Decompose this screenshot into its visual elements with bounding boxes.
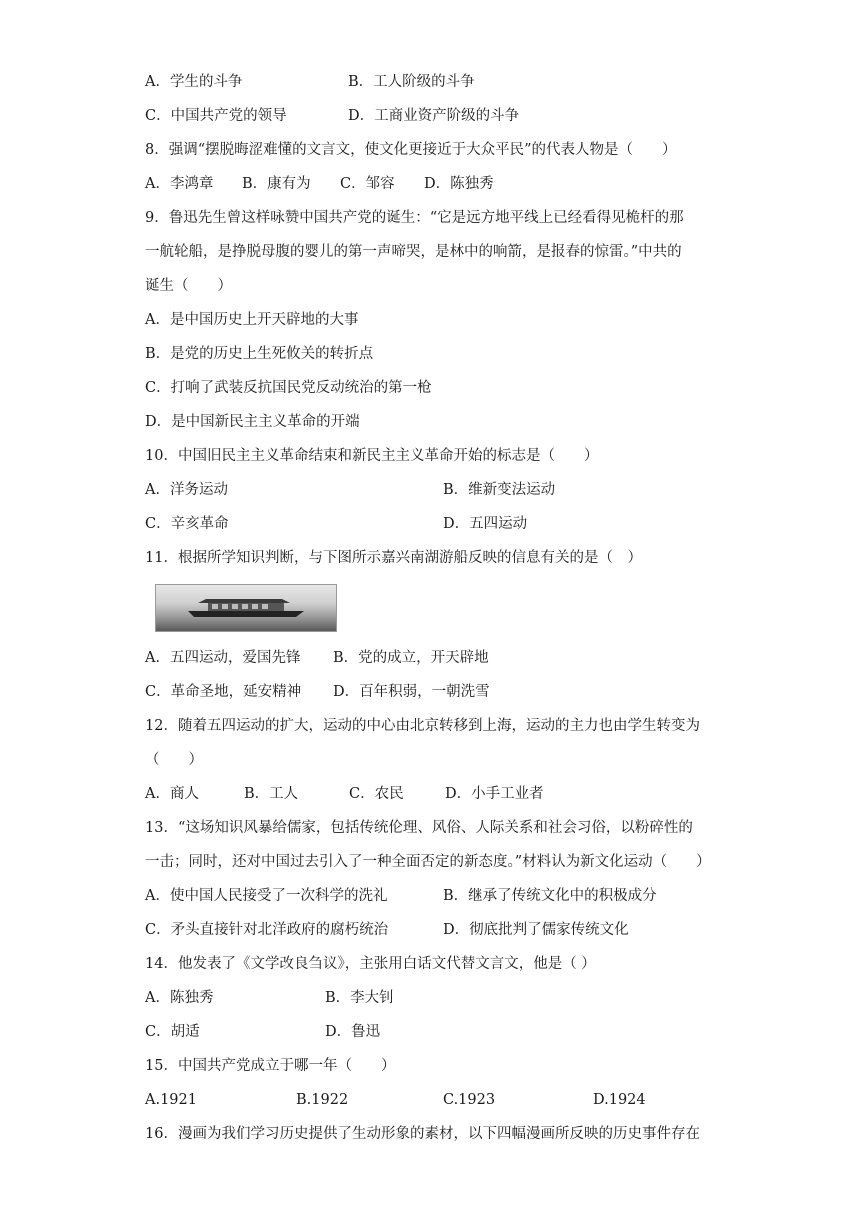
- q14-option-c: C．胡适: [145, 1024, 200, 1040]
- q14-option-a: A．陈独秀: [145, 990, 214, 1006]
- q13-option-d: D．彻底批判了儒家传统文化: [443, 922, 629, 938]
- q8-option-d: D．陈独秀: [424, 176, 494, 192]
- q10-option-d: D．五四运动: [443, 516, 528, 532]
- q11-option-c: C．革命圣地，延安精神: [145, 684, 302, 700]
- q10-option-b: B．维新变法运动: [443, 482, 556, 498]
- q11-option-d: D．百年积弱，一朝洗雪: [333, 684, 490, 700]
- q12-option-d: D．小手工业者: [445, 786, 544, 802]
- q15-option-d: D.1924: [593, 1092, 646, 1108]
- q9-option-b: B．是党的历史上生死攸关的转折点: [145, 346, 374, 362]
- q14-stem: 14．他发表了《文学改良刍议》，主张用白话文代替文言文，他是（ ）: [145, 956, 596, 972]
- q8-option-b: B．康有为: [242, 176, 311, 192]
- boat-photo: [155, 584, 337, 632]
- q10-option-c: C．辛亥革命: [145, 516, 229, 532]
- q11-option-a: A．五四运动，爱国先锋: [145, 650, 301, 666]
- q12-option-b: B．工人: [244, 786, 299, 802]
- q7-option-c: C．中国共产党的领导: [145, 108, 287, 124]
- q11-stem: 11．根据所学知识判断，与下图所示嘉兴南湖游船反映的信息有关的是（ ）: [145, 550, 642, 566]
- q12-option-a: A．商人: [145, 786, 199, 802]
- q16-stem-line1: 16．漫画为我们学习历史提供了生动形象的素材，以下四幅漫画所反映的历史事件存在: [145, 1126, 700, 1142]
- boat-image: [186, 593, 306, 619]
- q8-option-c: C．邹容: [340, 176, 395, 192]
- q7-option-d: D．工商业资产阶级的斗争: [348, 108, 520, 124]
- q14-option-d: D．鲁迅: [325, 1024, 381, 1040]
- q13-stem-line2: 一击；同时，还对中国过去引入了一种全面否定的新态度。”材料认为新文化运动（ ）: [145, 854, 711, 870]
- q10-option-a: A．洋务运动: [145, 482, 228, 498]
- q13-option-a: A．使中国人民接受了一次科学的洗礼: [145, 888, 388, 904]
- q9-option-c: C．打响了武装反抗国民党反动统治的第一枪: [145, 380, 432, 396]
- q11-option-b: B．党的成立，开天辟地: [333, 650, 489, 666]
- q12-stem-line1: 12．随着五四运动的扩大，运动的中心由北京转移到上海，运动的主力也由学生转变为: [145, 718, 700, 734]
- q15-option-c: C.1923: [443, 1092, 496, 1108]
- q9-option-a: A．是中国历史上开天辟地的大事: [145, 312, 359, 328]
- q9-stem-line3: 诞生（ ）: [145, 278, 232, 294]
- q14-option-b: B．李大钊: [325, 990, 394, 1006]
- q7-option-b: B．工人阶级的斗争: [348, 74, 475, 90]
- q8-option-a: A．李鸿章: [145, 176, 214, 192]
- q13-option-c: C．矛头直接针对北洋政府的腐朽统治: [145, 922, 389, 938]
- q10-stem: 10．中国旧民主主义革命结束和新民主主义革命开始的标志是（ ）: [145, 448, 599, 464]
- q15-option-b: B.1922: [296, 1092, 349, 1108]
- q8-stem: 8．强调“摆脱晦涩难懂的文言文，使文化更接近于大众平民”的代表人物是（ ）: [145, 142, 677, 158]
- q12-option-c: C．农民: [349, 786, 404, 802]
- q9-option-d: D．是中国新民主主义革命的开端: [145, 414, 360, 430]
- q13-option-b: B．继承了传统文化中的积极成分: [443, 888, 657, 904]
- q15-option-a: A.1921: [145, 1092, 197, 1108]
- q7-option-a: A．学生的斗争: [145, 74, 243, 90]
- q9-stem-line1: 9．鲁迅先生曾这样咏赞中国共产党的诞生：“它是远方地平线上已经看得见桅杆的那: [145, 210, 684, 226]
- q15-stem: 15．中国共产党成立于哪一年（ ）: [145, 1058, 396, 1074]
- q9-stem-line2: 一航轮船，是挣脱母腹的婴儿的第一声啼哭，是林中的响箭，是报春的惊雷。”中共的: [145, 244, 682, 260]
- q13-stem-line1: 13．“这场知识风暴给儒家，包括传统伦理、风俗、人际关系和社会习俗，以粉碎性的: [145, 820, 693, 836]
- q12-stem-line2: （ ）: [145, 752, 203, 768]
